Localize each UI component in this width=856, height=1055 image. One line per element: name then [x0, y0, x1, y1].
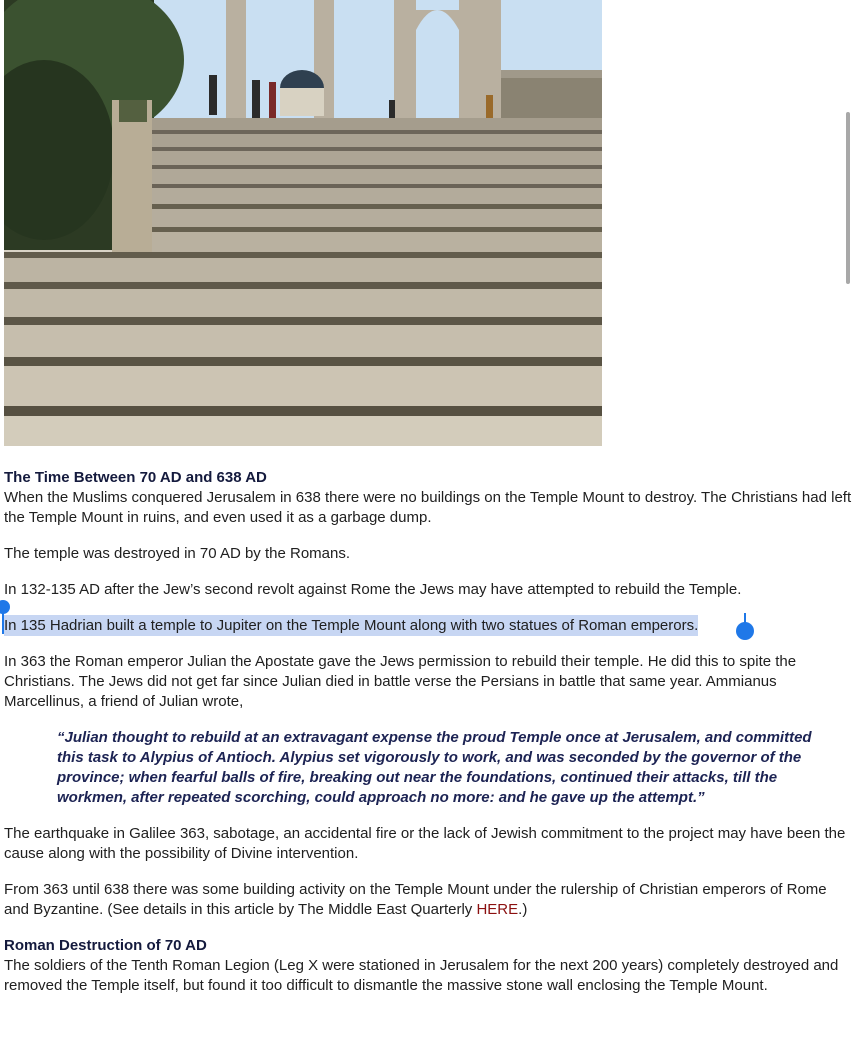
paragraph: In 363 the Roman emperor Julian the Apostate gave the Jews permission to rebuild their temple. He did this to spite the Christians. The Jews did not get far since Julian died in battle verse the Persians in battle that same year. Ammianus Marcellinus, a friend of Julian wrote,	[4, 653, 797, 710]
paragraph: The temple was destroyed in 70 AD by the Romans.	[4, 545, 351, 562]
paragraph: The soldiers of the Tenth Roman Legion (Leg X were stationed in Jerusalem for the next 200 years) completely destroyed and removed the Temple itself, but found it too difficult to dismantle the massive stone wall enclosing the Temple Mount.	[4, 957, 839, 994]
paragraph: When the Muslims conquered Jerusalem in 638 there were no buildings on the Temple Mount to destroy. The Christians had left the Temple Mount in ruins, and even used it as a garbage dump.	[4, 489, 852, 526]
paragraph: The earthquake in Galilee 363, sabotage, an accidental fire or the lack of Jewish commitment to the project may have been the cause along with the possibility of Divine intervention.	[4, 825, 846, 862]
selected-paragraph[interactable]	[4, 616, 852, 636]
scrollbar[interactable]	[846, 112, 850, 284]
article-body	[4, 468, 852, 1012]
photo-illustration	[4, 0, 602, 446]
blockquote: “Julian thought to rebuild at an extravagant expense the proud Temple once at Jerusalem, and committed this task to Alypius of Antioch. Alypius set vigorously to work, and was seconded by the governor of the province; when fearful balls of fire, breaking out near the foundations, continued their attacks, till the workmen, after repeated scorching, could approach no more: and he gave up the attempt.”	[57, 729, 812, 806]
paragraph: In 132-135 AD after the Jew’s second revolt against Rome the Jews may have attempted to rebuild the Temple.	[4, 581, 742, 598]
section-heading: Roman Destruction of 70 AD	[4, 937, 207, 954]
section-heading: The Time Between 70 AD and 638 AD	[4, 469, 267, 486]
selection-start-caret	[2, 612, 4, 634]
paragraph-text: .)	[518, 901, 528, 918]
here-link[interactable]: HERE	[476, 901, 519, 918]
paragraph-text: From 363 until 638 there was some building activity on the Temple Mount under the rulership of Christian emperors of Rome and Byzantine. (See details in this article by The Middle East Quarterly	[4, 881, 827, 918]
temple-mount-steps-photo	[4, 0, 602, 446]
text-selection[interactable]: In 135 Hadrian built a temple to Jupiter on the Temple Mount along with two statues of Roman emperors.	[4, 617, 699, 634]
paragraph	[4, 880, 852, 920]
selection-end-handle[interactable]	[736, 622, 754, 640]
